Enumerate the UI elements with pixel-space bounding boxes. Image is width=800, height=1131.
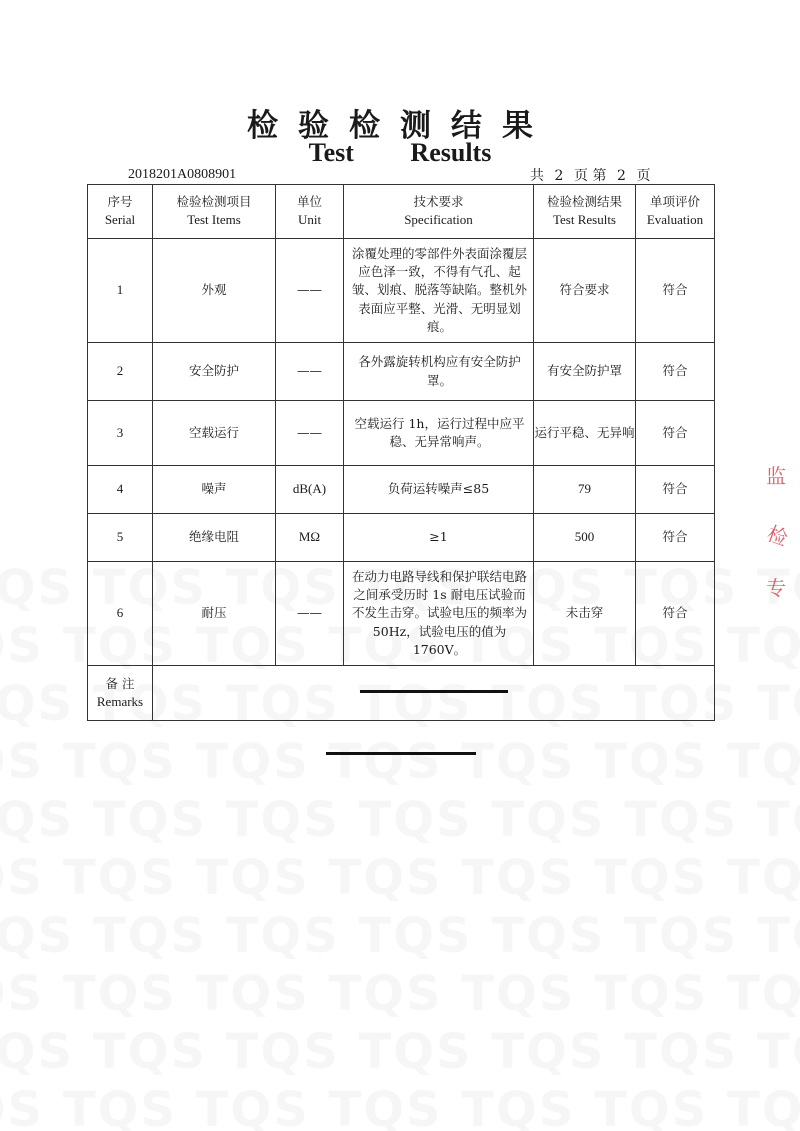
- watermark-row: [0, 1024, 800, 1080]
- watermark-row: [0, 1082, 800, 1131]
- results-table: [87, 184, 715, 721]
- cell-serial: 6: [88, 562, 153, 666]
- watermark-row: [0, 792, 800, 848]
- cell-serial: 5: [88, 514, 153, 562]
- watermark-row: [0, 850, 800, 906]
- table-row: [88, 562, 715, 666]
- col-header-test-results: 检验检测结果 Test Results: [534, 185, 636, 239]
- remarks-label: 备 注 Remarks: [88, 666, 153, 721]
- col-header-test-items: 检验检测项目 Test Items: [153, 185, 276, 239]
- cell-evaluation: 符合: [636, 401, 715, 466]
- cell-item: 外观: [153, 239, 276, 343]
- cell-evaluation: 符合: [636, 466, 715, 514]
- cell-evaluation: 符合: [636, 562, 715, 666]
- cell-serial: 1: [88, 239, 153, 343]
- stamp-char: 专: [766, 576, 786, 600]
- cell-unit: ——: [276, 401, 344, 466]
- cell-result: 未击穿: [534, 562, 636, 666]
- stamp-char: 检: [763, 521, 791, 551]
- cell-unit: ——: [276, 343, 344, 401]
- blank-line-remarks: [360, 690, 508, 693]
- cell-spec: 空载运行 1h，运行过程中应平稳、无异常响声。: [344, 401, 534, 466]
- table-row: [88, 401, 715, 466]
- table-row: [88, 514, 715, 562]
- watermark-row: [0, 908, 800, 964]
- remarks-row: [88, 666, 715, 721]
- stamp-char: 监: [766, 464, 786, 488]
- blank-line-end: [326, 752, 476, 755]
- cell-item: 安全防护: [153, 343, 276, 401]
- cell-unit: MΩ: [276, 514, 344, 562]
- page-current: 2: [606, 168, 636, 185]
- page-unit-label: 页 第: [574, 168, 607, 184]
- cell-evaluation: 符合: [636, 343, 715, 401]
- page-total: 2: [544, 168, 574, 185]
- cell-result: 运行平稳、无异响: [534, 401, 636, 466]
- table-header-row: [88, 185, 715, 239]
- cell-spec: 负荷运转噪声≤85: [344, 466, 534, 514]
- cell-spec: 涂覆处理的零部件外表面涂覆层应色泽一致，不得有气孔、起皱、划痕、脱落等缺陷。整机外表面应平整、光滑、无明显划痕。: [344, 239, 534, 343]
- remarks-content: [153, 666, 715, 721]
- cell-unit: dB(A): [276, 466, 344, 514]
- table-row: [88, 343, 715, 401]
- cell-evaluation: 符合: [636, 239, 715, 343]
- table-row: [88, 239, 715, 343]
- cell-item: 噪声: [153, 466, 276, 514]
- cell-item: 绝缘电阻: [153, 514, 276, 562]
- page-title-en: Test Results: [308, 138, 492, 167]
- page-indicator: [530, 165, 650, 185]
- seal-stamp: [762, 460, 800, 620]
- page-total-label: 共: [530, 168, 544, 184]
- watermark-row: [0, 966, 800, 1022]
- table-row: [88, 466, 715, 514]
- report-number: 2018201A0808901: [128, 167, 237, 182]
- cell-result: 500: [534, 514, 636, 562]
- cell-unit: ——: [276, 239, 344, 343]
- cell-item: 耐压: [153, 562, 276, 666]
- col-header-specification: 技术要求 Specification: [344, 185, 534, 239]
- page-title-cn: 检验检测结果: [247, 108, 553, 144]
- col-header-unit: 单位 Unit: [276, 185, 344, 239]
- cell-spec: ≥1: [344, 514, 534, 562]
- cell-item: 空载运行: [153, 401, 276, 466]
- cell-evaluation: 符合: [636, 514, 715, 562]
- cell-serial: 3: [88, 401, 153, 466]
- col-header-evaluation: 单项评价 Evaluation: [636, 185, 715, 239]
- cell-serial: 2: [88, 343, 153, 401]
- cell-spec: 各外露旋转机构应有安全防护罩。: [344, 343, 534, 401]
- cell-result: 79: [534, 466, 636, 514]
- cell-result: 有安全防护罩: [534, 343, 636, 401]
- cell-result: 符合要求: [534, 239, 636, 343]
- cell-serial: 4: [88, 466, 153, 514]
- cell-unit: ——: [276, 562, 344, 666]
- watermark-row: [0, 734, 800, 790]
- col-header-serial: 序号 Serial: [88, 185, 153, 239]
- cell-spec: 在动力电路导线和保护联结电路之间承受历时 1s 耐电压试验而不发生击穿。试验电压的频率为 50Hz，试验电压的值为 1760V。: [344, 562, 534, 666]
- page-suffix: 页: [636, 168, 651, 184]
